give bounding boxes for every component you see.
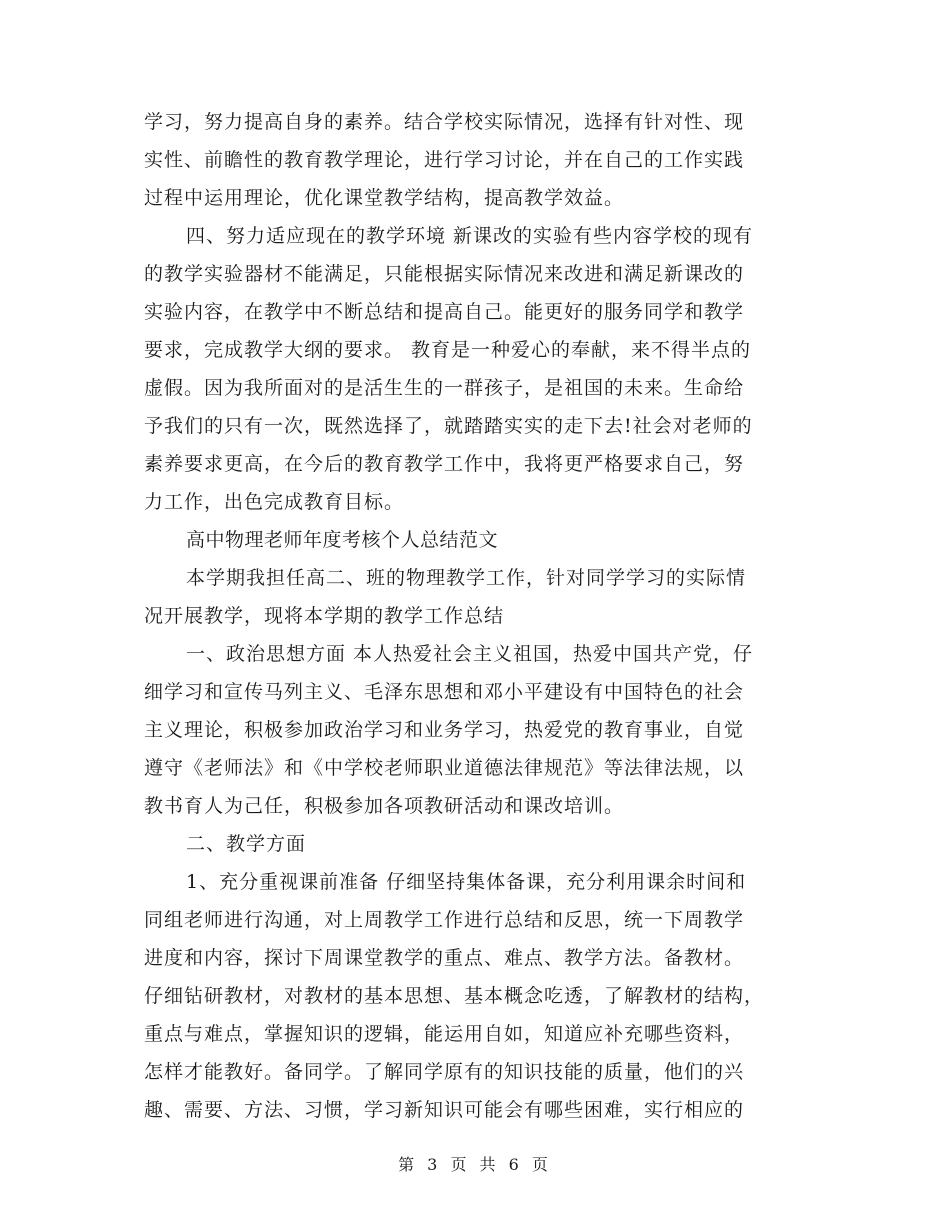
text-line: 四、努力适应现在的教学环境 新课改的实验有些内容学校的现有 — [186, 225, 754, 247]
text-line: 学习，努力提高自身的素养。结合学校实际情况，选择有针对性、现 — [144, 111, 745, 133]
text-line: 虚假。因为我所面对的是活生生的一群孩子，是祖国的未来。生命给 — [144, 377, 745, 399]
text-line: 一、政治思想方面 本人热爱社会主义祖国，热爱中国共产党，仔 — [186, 643, 754, 665]
text-line: 细学习和宣传马列主义、毛泽东思想和邓小平建设有中国特色的社会 — [144, 681, 745, 703]
text-line: 素养要求更高，在今后的教育教学工作中，我将更严格要求自己，努 — [144, 453, 745, 475]
text-line: 教书育人为己任，积极参加各项教研活动和课改培训。 — [144, 795, 625, 817]
text-line: 力工作，出色完成教育目标。 — [144, 491, 405, 513]
text-line: 实性、前瞻性的教育教学理论，进行学习讨论，并在自己的工作实践 — [144, 149, 745, 171]
text-line: 遵守《老师法》和《中学校老师职业道德法律规范》等法律法规，以 — [144, 757, 745, 779]
text-line: 同组老师进行沟通，对上周教学工作进行总结和反思，统一下周教学 — [144, 909, 745, 931]
text-line: 的教学实验器材不能满足，只能根据实际情况来改进和满足新课改的 — [144, 263, 745, 285]
text-line: 1、充分重视课前准备 仔细坚持集体备课，充分利用课余时间和 — [186, 871, 747, 893]
text-line: 况开展教学，现将本学期的教学工作总结 — [144, 605, 505, 627]
section-title: 高中物理老师年度考核个人总结范文 — [186, 529, 499, 551]
text-line: 主义理论，积极参加政治学习和业务学习，热爱党的教育事业，自觉 — [144, 719, 745, 741]
text-line: 趣、需要、方法、习惯，学习新知识可能会有哪些困难，实行相应的 — [144, 1099, 745, 1121]
text-line: 要求，完成教学大纲的要求。 教育是一种爱心的奉献，来不得半点的 — [144, 339, 752, 361]
text-line: 仔细钻研教材，对教材的基本思想、基本概念吃透，了解教材的结构， — [144, 985, 765, 1007]
section-heading: 二、教学方面 — [186, 833, 307, 855]
text-line: 进度和内容，探讨下周课堂教学的重点、难点、教学方法。备教材。 — [144, 947, 745, 969]
text-line: 怎样才能教好。备同学。了解同学原有的知识技能的质量，他们的兴 — [144, 1061, 745, 1083]
text-line: 重点与难点，掌握知识的逻辑，能运用自如，知道应补充哪些资料， — [144, 1023, 745, 1045]
text-line: 予我们的只有一次，既然选择了，就踏踏实实的走下去!社会对老师的 — [144, 415, 753, 437]
page-number-footer: 第 3 页 共 6 页 — [398, 1155, 552, 1174]
text-line: 实验内容，在教学中不断总结和提高自己。能更好的服务同学和教学 — [144, 301, 745, 323]
text-line: 本学期我担任高二、班的物理教学工作，针对同学学习的实际情 — [186, 567, 747, 589]
text-line: 过程中运用理论，优化课堂教学结构，提高教学效益。 — [144, 187, 625, 209]
